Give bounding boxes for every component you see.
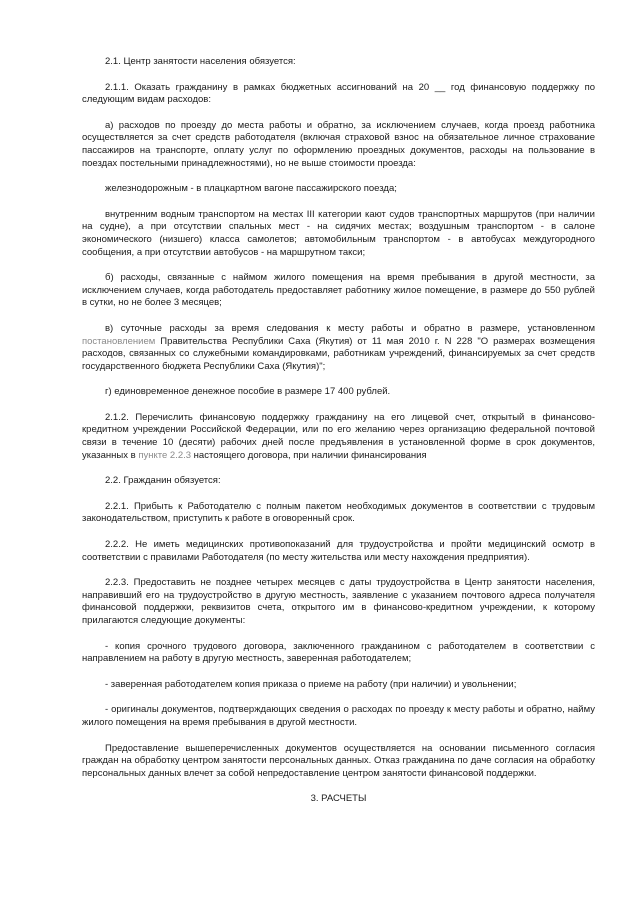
paragraph-2-2: 2.2. Гражданин обязуется: — [105, 475, 221, 487]
paragraph-consent: Предоставление вышеперечисленных документов осуществляется на основании письменного согласия граждан на обработку центром занятости персональных данных. Отказ гражданина по даче согласия на обработку персональных данных влечет за собой непредоставление центром занятости финансовой поддержки. — [82, 742, 595, 779]
paragraph-item-b: б) расходы, связанные с наймом жилого помещения на время пребывания в другой местности, за исключением случаев, когда работодатель предоставляет работнику жилое помещение, в размере до 550 рублей в сутки, но не более 3 месяцев; — [82, 272, 595, 309]
paragraph-2-2-2: 2.2.2. Не иметь медицинских противопоказаний для трудоустройства и пройти медицинский осмотр в соответствии с правилами Работодателя (по месту жительства или месту нахождения предприятия). — [82, 539, 595, 563]
paragraph-2-2-1: 2.2.1. Прибыть к Работодателю с полным пакетом необходимых документов в соответствии с трудовым законодательством, приступить к работе в оговоренный срок. — [82, 500, 595, 525]
paragraph-2-1-2 — [82, 412, 595, 462]
paragraph-item-v — [82, 323, 595, 373]
paragraph-contract-copy: - копия срочного трудового договора, заключенного гражданином с работодателем в соответствии с направлением на работу в другую местность, заверенная работодателем; — [82, 640, 595, 665]
paragraph-item-a: а) расходов по проезду до места работы и обратно, за исключением случаев, когда проезд работника осуществляется за счет средств работодателя (включая страховой взнос на обязательное личное страхование пассажиров на транспорте, оплату услуг по оформлению проездных документов, расходы на пользование в поездах постельными принадлежностями), но не выше стоимости проезда: — [82, 119, 595, 169]
paragraph-item-v-text-before: в) суточные расходы за время следования к месту работы и обратно в размере, установленном — [105, 322, 595, 334]
paragraph-item-g: г) единовременное денежное пособие в размере 17 400 рублей. — [105, 386, 391, 398]
paragraph-water-air-road: внутренним водным транспортом на местах III категории кают судов транспортных маршрутов (при наличии на судне), а при отсутствии спальных мест - на сидячих местах; воздушным транспортом - в салоне экономического (низшего) класса самолетов; автомобильным транспортом - в автобусах междугородного сообщения, а при отсутствии автобусов - на маршрутном такси; — [82, 208, 595, 258]
clause-2-2-3-link[interactable]: пункте 2.2.3 — [138, 449, 192, 461]
paragraph-2-1-1: 2.1.1. Оказать гражданину в рамках бюджетных ассигнований на 20 __ год финансовую поддержку по следующим видам расходов: — [82, 81, 595, 106]
paragraph-item-v-text-after: Правительства Республики Саха (Якутия) от 11 мая 2010 г. N 228 "О размерах возмещения расходов, связанных со служебными командировками, работникам учреждений, финансируемых за счет средств государственного бюджета Республики Саха (Якутия)"; — [82, 335, 595, 372]
paragraph-2-1-2-text-before: 2.1.2. Перечислить финансовую поддержку гражданину на его лицевой счет, открытый в финансово-кредитном учреждении Российской Федерации, или по его желанию через организацию федеральной почтовой связи в течение 10 (десяти) рабочих дней после предъявления в установленной форме в срок документов, указанных в — [82, 411, 595, 461]
paragraph-railway: железнодорожным - в плацкартном вагоне пассажирского поезда; — [105, 183, 397, 195]
section-heading: 3. РАСЧЕТЫ — [310, 793, 367, 805]
paragraph-2-2-3: 2.2.3. Предоставить не позднее четырех месяцев с даты трудоустройства в Центр занятости населения, направивший его на трудоустройство в другую местность, заявление с указанием почтового адреса получателя финансовой поддержки, реквизитов счета, открытого им в финансово-кредитном учреждении, к которому прилагаются следующие документы: — [82, 577, 595, 626]
paragraph-2-1: 2.1. Центр занятости населения обязуется: — [105, 56, 296, 67]
paragraph-order-copy: - заверенная работодателем копия приказа о приеме на работу (при наличии) и увольнении; — [105, 678, 517, 690]
paragraph-originals: - оригиналы документов, подтверждающих сведения о расходах по проезду к месту работы и обратно, найму жилого помещения на время пребывания в другой местности. — [82, 704, 595, 728]
decree-link[interactable]: постановлением — [82, 335, 156, 347]
paragraph-2-1-2-text-after: настоящего договора, при наличии финансирования — [191, 449, 427, 461]
